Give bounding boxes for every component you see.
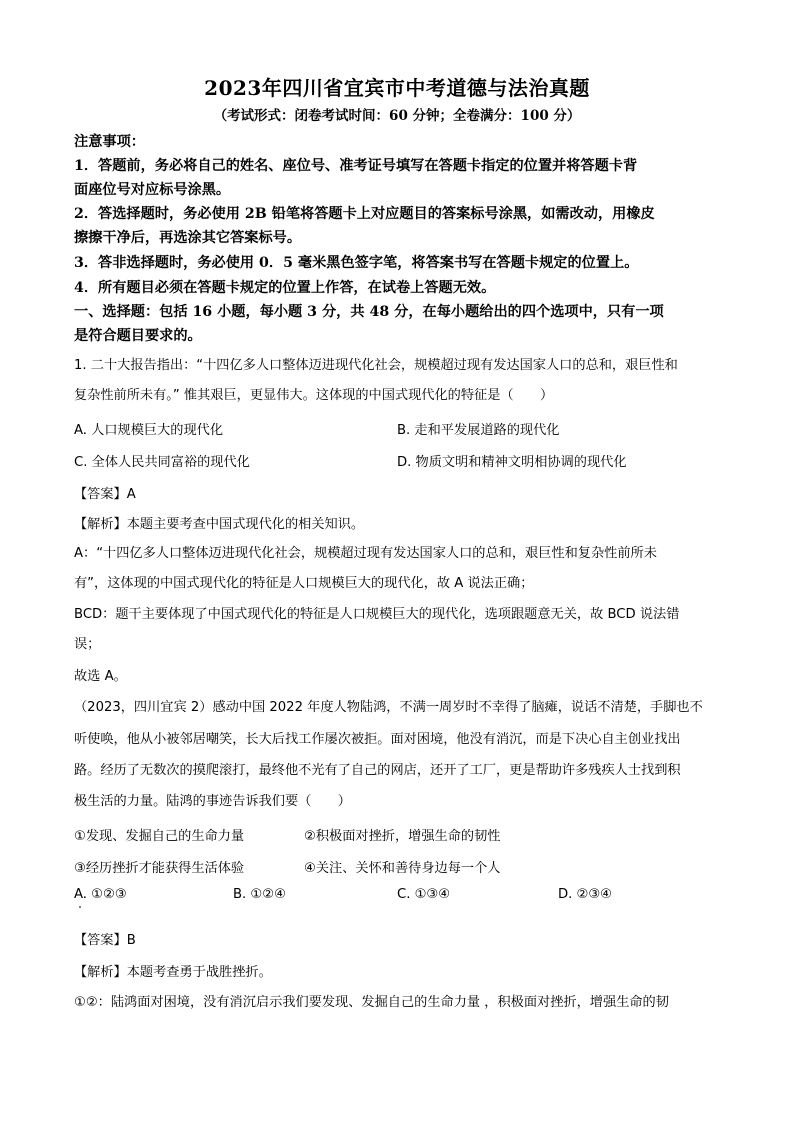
- answer-value: B: [126, 933, 136, 948]
- q1-analysis-line: 误；: [74, 637, 101, 652]
- analysis-label: 【解析】: [74, 965, 127, 980]
- notice-heading: 注意事项：: [74, 134, 145, 150]
- q2-option-c: C. ①③④: [397, 887, 451, 902]
- q2-answer: [74, 929, 136, 948]
- answer-value: A: [126, 487, 136, 502]
- q2-analysis-intro: [74, 961, 272, 980]
- q2-analysis-line: ①②：陆鸿面对困境，没有消沉启示我们要发现、发掘自己的生命力量 ，积极面对挫折，增强生命的韧: [74, 995, 669, 1010]
- q1-analysis-intro: [74, 513, 364, 532]
- notice-line: 1．答题前，务必将自己的姓名、座位号、准考证号填写在答题卡指定的位置并将答题卡背: [74, 158, 638, 174]
- section-heading: 是符合题目要求的。: [74, 328, 202, 344]
- analysis-text: 本题主要考查中国式现代化的相关知识。: [126, 517, 365, 532]
- notice-line: 2．答选择题时，务必使用 2B 铅笔将答题卡上对应题目的答案标号涂黑，如需改动，用橡皮: [74, 206, 655, 222]
- notice-line: 擦擦干净后，再选涂其它答案标号。: [74, 230, 302, 246]
- stray-dot-mark: [79, 906, 81, 908]
- notice-line: 3．答非选择题时，务必使用 0．5 毫米黑色签字笔，将答案书写在答题卡规定的位置上。: [74, 255, 639, 271]
- question-2-stem: 听使唤，他从小被邻居嘲笑，长大后找工作屡次被拒。面对困境，他没有消沉，而是下决心自主创业找出: [74, 732, 681, 747]
- q2-statement-1: ①发现、发掘自己的生命力量: [74, 829, 245, 844]
- q2-statement-2: ②积极面对挫折，增强生命的韧性: [304, 829, 501, 844]
- question-2-stem: 极生活的力量。陆鸿的事迹告诉我们要（ ）: [74, 794, 351, 809]
- q2-statement-4: ④关注、关怀和善待身边每一个人: [304, 861, 501, 876]
- page-title: 2023年四川省宜宾市中考道德与法治真题: [204, 76, 590, 100]
- notice-line: 面座位号对应标号涂黑。: [74, 182, 231, 198]
- q1-option-a: A. 人口规模巨大的现代化: [74, 423, 224, 438]
- q1-answer: [74, 483, 136, 502]
- q2-statement-3: ③经历挫折才能获得生活体验: [74, 861, 245, 876]
- q1-analysis-line: 有”，这体现的中国式现代化的特征是人口规模巨大的现代化，故 A 说法正确；: [74, 576, 534, 591]
- analysis-text: 本题考查勇于战胜挫折。: [126, 965, 272, 980]
- question-1-stem: 1. 二十大报告指出：“十四亿多人口整体迈进现代化社会，规模超过现有发达国家人口的总和，艰巨性和: [74, 358, 678, 373]
- notice-line: 4．所有题目必须在答题卡规定的位置上作答，在试卷上答题无效。: [74, 280, 496, 296]
- analysis-label: 【解析】: [74, 517, 127, 532]
- q1-analysis-line: 故选 A。: [74, 669, 127, 684]
- q1-option-c: C. 全体人民共同富裕的现代化: [74, 455, 250, 470]
- q2-option-d: D. ②③④: [558, 887, 613, 902]
- answer-label: 【答案】: [74, 933, 127, 948]
- q2-option-b: B. ①②④: [233, 887, 286, 902]
- q1-analysis-line: BCD：题干主要体现了中国式现代化的特征是人口规模巨大的现代化，选项跟题意无关，故 BCD 说法错: [74, 607, 680, 622]
- answer-label: 【答案】: [74, 487, 127, 502]
- q1-option-d: D. 物质文明和精神文明相协调的现代化: [397, 455, 627, 470]
- section-heading: 一、选择题：包括 16 小题，每小题 3 分，共 48 分，在每小题给出的四个选项中，只有一项: [74, 304, 664, 320]
- question-1-stem: 复杂性前所未有。” 惟其艰巨，更显伟大。这体现的中国式现代化的特征是（ ）: [74, 388, 554, 403]
- question-2-stem: （2023，四川宜宾 2）感动中国 2022 年度人物陆鸿，不满一周岁时不幸得了脑瘫，说话不清楚，手脚也不: [74, 700, 703, 715]
- q1-analysis-line: A：“十四亿多人口整体迈进现代化社会，规模超过现有发达国家人口的总和，艰巨性和复杂性前所未: [74, 546, 657, 561]
- exam-format-subtitle: （考试形式：闭卷考试时间：60 分钟；全卷满分：100 分）: [213, 108, 581, 124]
- q2-option-a: A. ①②③: [74, 887, 127, 902]
- q1-option-b: B. 走和平发展道路的现代化: [397, 423, 560, 438]
- question-2-stem: 路。经历了无数次的摸爬滚打，最终他不光有了自己的网店，还开了工厂，更是帮助许多残疾人士找到积: [74, 763, 681, 778]
